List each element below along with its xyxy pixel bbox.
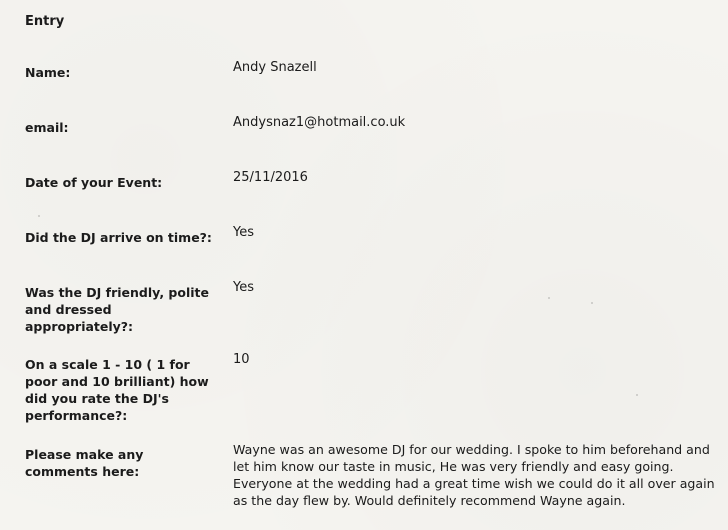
- scan-speck: [548, 297, 550, 299]
- comments-label: Please make any comments here:: [25, 447, 144, 479]
- email-label: email:: [25, 120, 69, 135]
- scan-speck: [636, 394, 638, 396]
- arrive-on-time-label: Did the DJ arrive on time?:: [25, 230, 212, 245]
- form-heading: Entry: [25, 14, 65, 29]
- event-date-value: 25/11/2016: [233, 170, 308, 185]
- performance-rating-value: 10: [233, 352, 250, 367]
- name-value: Andy Snazell: [233, 60, 317, 75]
- friendly-polite-value: Yes: [233, 280, 254, 295]
- scan-speck: [591, 302, 593, 304]
- arrive-on-time-value: Yes: [233, 225, 254, 240]
- email-value: Andysnaz1@hotmail.co.uk: [233, 115, 406, 130]
- comments-value: Wayne was an awesome DJ for our wedding. I spoke to him beforehand and let him know our taste in music, He was very friendly and easy going. Everyone at the wedding had a great time wish we could do it all over again as the day flew by. Would definitely recommend Wayne again.: [233, 442, 715, 508]
- name-label: Name:: [25, 65, 71, 80]
- event-date-label: Date of your Event:: [25, 175, 163, 190]
- scan-speck: [38, 215, 40, 217]
- performance-rating-label: On a scale 1 - 10 ( 1 for poor and 10 brilliant) how did you rate the DJ's performance?:: [25, 357, 209, 423]
- friendly-polite-label: Was the DJ friendly, polite and dressed appropriately?:: [25, 285, 209, 334]
